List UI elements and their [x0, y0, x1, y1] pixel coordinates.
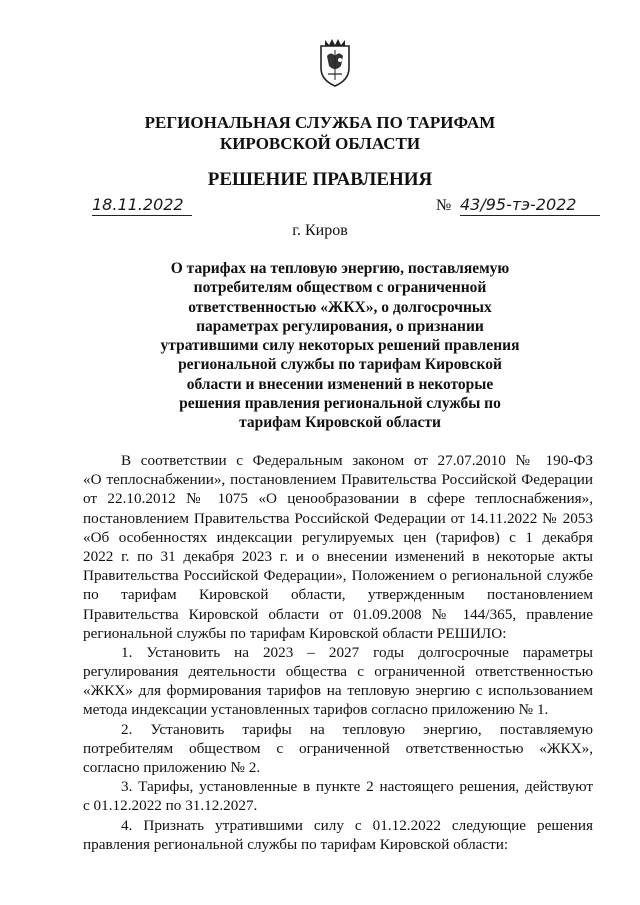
body-line: согласно приложению № 2.: [83, 759, 261, 776]
decision-subject: [150, 259, 530, 433]
subject-line: утратившими силу некоторых решений правления: [160, 337, 520, 355]
document-type-title: РЕШЕНИЕ ПРАВЛЕНИЯ: [207, 169, 433, 190]
subject-line: параметрах регулирования, о признании: [196, 317, 484, 335]
body-line: правления региональной службы по тарифам Кировской области:: [83, 835, 509, 853]
subject-line: области и внесении изменений в некоторые: [186, 375, 494, 393]
body-line: «ЖКХ» для формирования тарифов на тепловую энергию с использованием: [83, 682, 593, 700]
city-name: г. Киров: [292, 222, 348, 239]
body-line: «Об особенностях индексации регулируемых цен (тарифов) с 1 декабря: [83, 528, 593, 546]
body-line: регулирования деятельности общества с ограниченной ответственностью: [83, 663, 593, 681]
body-line: 4. Признать утратившими силу с 01.12.2022 следующие решения: [121, 816, 593, 834]
body-line: с 01.12.2022 по 31.12.2027.: [83, 797, 258, 815]
body-line: «О теплоснабжении», постановлением Правительства Российской Федерации: [83, 471, 593, 489]
decision-body: [83, 451, 593, 854]
decision-number: 43/95-тэ-2022: [460, 195, 600, 216]
subject-line: региональной службы по тарифам Кировской: [178, 356, 502, 374]
subject-line: О тарифах на тепловую энергию, поставляемую: [170, 260, 510, 277]
subject-line: ответственностью «ЖКХ», о долгосрочных: [188, 298, 492, 316]
body-line: метода индексации установленных тарифов согласно приложению № 1.: [83, 701, 549, 719]
body-line: 3. Тарифы, установленные в пункте 2 настоящего решения, действуют: [121, 778, 593, 796]
decision-date: 18.11.2022: [92, 195, 192, 216]
body-line: Правительства Российской Федерации», Положением о региональной службе: [83, 567, 593, 585]
body-line: Правительства Кировской области от 01.09.2008 № 144/365, правление: [83, 605, 593, 623]
body-line: потребителям обществом с ограниченной ответственностью «ЖКХ»,: [83, 739, 593, 757]
number-sign: №: [436, 197, 452, 214]
subject-line: решения правления региональной службы по: [179, 395, 501, 413]
body-line: 2022 г. по 31 декабря 2023 г. и о внесении изменений в некоторые акты: [83, 547, 593, 565]
body-line: 2. Установить тарифы на тепловую энергию, поставляемую: [121, 720, 593, 738]
body-line: региональной службы по тарифам Кировской области РЕШИЛО:: [83, 624, 507, 642]
subject-line: потребителям обществом с ограниченной: [193, 279, 487, 297]
subject-line: тарифам Кировской области: [239, 414, 441, 432]
coat-of-arms-icon: [315, 36, 355, 88]
body-line: 1. Установить на 2023 – 2027 годы долгосрочные параметры: [121, 643, 593, 661]
org-name-line1: РЕГИОНАЛЬНАЯ СЛУЖБА ПО ТАРИФАМ: [144, 113, 496, 132]
body-line: от 22.10.2012 № 1075 «О ценообразовании в сфере теплоснабжения»,: [83, 490, 593, 508]
body-line: по тарифам Кировской области, утвержденным постановлением: [83, 586, 593, 604]
org-name-line2: КИРОВСКОЙ ОБЛАСТИ: [219, 134, 421, 153]
body-line: В соответствии с Федеральным законом от 27.07.2010 № 190-ФЗ: [121, 452, 593, 469]
body-line: постановлением Правительства Российской Федерации от 14.11.2022 № 2053: [83, 509, 593, 527]
